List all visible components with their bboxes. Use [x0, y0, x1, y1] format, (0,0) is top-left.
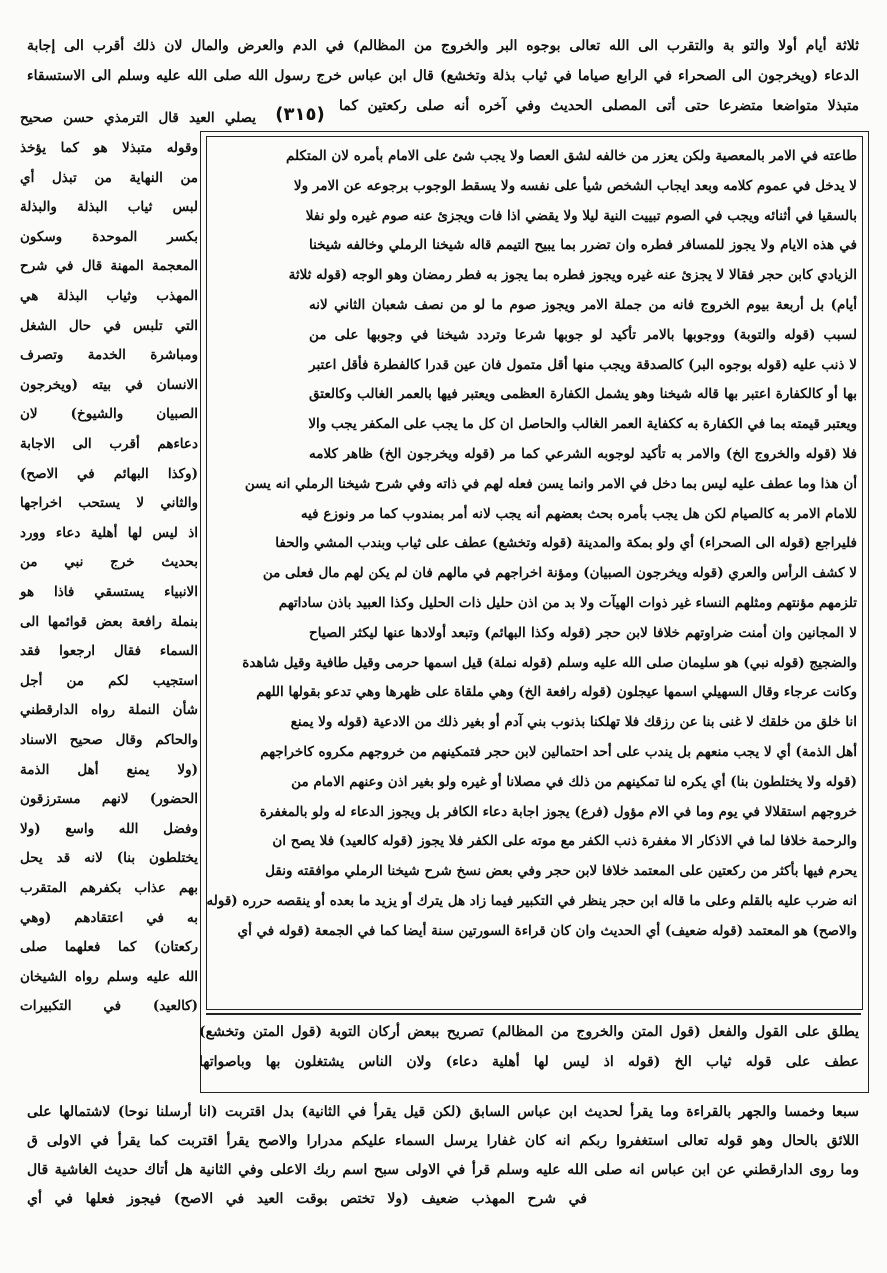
side-column-line: الله عليه وسلم رواه الشيخان — [20, 968, 198, 985]
side-column-line: الانسان في بيته (ويخرجون — [20, 376, 198, 393]
side-column-line: ركعتان) كما فعلهما صلى — [20, 939, 198, 956]
top-line: ثلاثة أيام أولا والتو بة والتقرب الى الله تعالى بوجوه البر والخروج من المظالم) في الدم والعرض والمال لان ذلك أقرب الى إجابة — [27, 38, 859, 54]
footer-divider — [206, 1013, 861, 1015]
main-commentary-line: لا يدخل في عموم كلامه وبعد ايجاب الشخص شيأ على نفسه ولا يسقط الوجوب برجوعه عن الامر ولا — [293, 177, 857, 194]
side-column-line: يختلطون بنا) لانه قد يحل — [20, 850, 198, 867]
side-column-line: دعاءهم أقرب الى الاجابة — [20, 436, 198, 452]
main-commentary-line: أيام) بل أربعة بيوم الخروج فانه من جملة الامر ويجوز صوم ما لو من نصف شعبان الثاني لانه — [309, 297, 857, 313]
side-column-line: السماء فقال ارجعوا فقد — [20, 643, 198, 660]
main-commentary-line: خروجهم استقلالا في يوم وما في الام مؤول (فرع) يجوز اجابة دعاء الكافر بل ويجوز الدعاء له ولو بالمغفرة — [259, 803, 857, 820]
side-column-line: بهم عذاب بكفرهم المتقرب — [20, 880, 198, 896]
main-commentary-line: وكانت عرجاء وقال السهيلي اسمها عيجلون (قوله رافعة الخ) وهي ملقاة على ظهرها وهي تدعو بقولها اللهم — [256, 684, 857, 701]
side-column-line: استجيب لكم من أجل — [20, 672, 198, 689]
side-column-line: الانبياء يستسقي فاذا هو — [20, 584, 198, 600]
side-column-line: لبس ثياب البذلة والبذلة — [20, 199, 198, 216]
main-commentary-line: والاصح) هو المعتمد (قوله ضعيف) أي الحديث وان كان قراءة السورتين سنة أيضا كما في الجمعة (قوله في أي — [237, 922, 857, 939]
main-commentary-line: أن هذا وما عطف عليه ليس بما دخل في الامر وانما يسن فعله لهم في ذاته وفي شرح شيخنا الرملي انه يسن — [244, 475, 857, 492]
side-column-line: بحديث خرج نبي من — [20, 554, 198, 571]
bottom-line: في شرح المهذب ضعيف (ولا تختص بوقت العيد في الاصح) فيجوز فعلها في أي — [27, 1191, 587, 1207]
main-commentary-line: بها أو كالكفارة اعتبر بها قاله شيخنا وهو يشمل الكفارة العظمى ويعتبر فيها بالعمر الغالب وكالعتق — [309, 386, 857, 403]
side-column-line: الصبيان والشيوخ) لان — [20, 406, 198, 423]
side-column-line: والحاكم وقال صحيح الاسناد — [20, 732, 198, 748]
side-column-line: التي تلبس في حال الشغل — [20, 317, 198, 334]
side-column-line: شأن النملة رواه الدارقطني — [20, 702, 198, 719]
main-commentary-line: فلا (قوله والخروج الخ) والامر به تأكيد لوجوبه الشرعي كما مر (قوله ويخرجون الخ) ظاهر كلامه — [309, 446, 857, 462]
side-column-line: بكسر الموحدة وسكون — [20, 228, 198, 245]
main-commentary-line: بالسقيا في أثنائه ويجب في الصوم تبييت النية ليلا ولا يقضي اذا فات ويجزئ عنه صوم غيره ولو نفلا — [305, 207, 857, 224]
side-column-line: اذ ليس لها أهلية دعاء وورد — [20, 524, 198, 541]
side-column-line: من النهاية من تبذل أي — [20, 169, 198, 186]
main-commentary-line: في هذه الايام ولا يجوز للمسافر فطره وان تضرر بما يبيح التيمم قاله شيخنا الرملي وخالفه شيخنا — [309, 237, 857, 254]
box-footer-line: يطلق على القول والفعل (قول المتن والخروج من المظالم) تصريح ببعض أركان التوبة (قول المتن وتخشع) — [199, 1024, 859, 1040]
main-commentary-line: انه ضرب عليه بالقلم وعلى ما قاله ابن حجر ينظر في التكبير فيما زاد هل يترك أو يزيد ما بعده أو ينقصه حرره (قوله — [206, 893, 857, 909]
top-line-tail: يصلي العيد قال الترمذي حسن صحيح — [20, 110, 256, 126]
side-column-line: وقوله متبذلا هو كما يؤخذ — [20, 140, 198, 156]
main-commentary-line: لا المجانين وان أمنت ضراوتهم خلافا لابن حجر (قوله وكذا البهائم) وتبعد أولادها عنها ليكثر الصياح — [309, 624, 857, 641]
page-number: (٣١٥) — [275, 104, 325, 125]
side-column-line: بنملة رافعة بعض قوائمها الى — [20, 613, 198, 630]
main-commentary-line: (قوله ولا يختلطون بنا) أي يكره لنا تمكينهم من ذلك في مصلانا أو غيره ولو بغير اذن وعنهم الامام من — [291, 773, 857, 790]
top-line: الدعاء (ويخرجون الى الصحراء في الرابع صياما في ثياب بذلة وتخشع) قال ابن عباس خرج رسول الله صلى الله عليه وسلم الى الاستسقاء — [27, 68, 859, 84]
side-column-line: وفضل الله واسع (ولا — [20, 820, 198, 837]
main-commentary-line: لا كشف الرأس والعري (قوله ويخرجون الصبيان) ومؤنة اخراجهم في مالهم فان لم يكن لهم مال فعلى من — [262, 565, 857, 582]
side-column-line: ومباشرة الخدمة وتصرف — [20, 347, 198, 364]
top-line: متبذلا متواضعا متضرعا حتى أتى المصلى الحديث وفي آخره أنه صلى ركعتين كما — [339, 98, 859, 114]
bottom-line: سبعا وخمسا والجهر بالقراءة وما يقرأ لحديث ابن عباس السابق (لكن قيل يقرأ في الثانية) بدل اقتربت (انا أرسلنا نوحا) لاشتمالها على — [27, 1104, 859, 1120]
main-commentary-line: أهل الذمة) أي لا يجب منعهم بل يندب على أحد احتمالين لابن حجر فتمكينهم من خروجهم مكروه كاخراجهم — [260, 744, 857, 760]
side-column-line: (ولا يمنع أهل الذمة — [20, 761, 198, 778]
main-commentary-line: لسبب (قوله والتوبة) ووجوبها بالامر تأكيد لو جوبها شرعا وتردد شيخنا في وجوبها على من — [309, 326, 857, 343]
main-commentary-line: يحرم فيها بأكثر من ركعتين على المعتمد خلافا لابن حجر وفي بعض نسخ شرح شيخنا الرملي موافقته ونقل — [265, 863, 857, 880]
box-footer-line: عطف على قوله ثياب الخ (قوله اذ ليس لها أهلية دعاء) ولان الناس يشتغلون بها وباصواتها — [199, 1054, 859, 1070]
main-commentary-line: الزيادي كابن حجر فقالا لا يجزئ عنه غيره ويجوز فطره بما يجوز به فطر رمضان وهو الوجه (قوله ثلاثة — [288, 267, 857, 284]
bottom-line: وما روى الدارقطني عن ابن عباس انه صلى الله عليه وسلم قرأ في الاولى سبح اسم ربك الاعلى وفي الثانية هل أتاك حديث الغاشية قال — [27, 1162, 859, 1178]
main-commentary-line: والضجيج (قوله نبي) هو سليمان صلى الله عليه وسلم (قوله نملة) قيل اسمها حرمى وقيل طافية وقيل شاهدة — [242, 654, 857, 671]
main-commentary-line: طاعته في الامر بالمعصية ولكن يعزر من خالفه لشق العصا ولا يجب شئ على الامام بأمره لان المتكلم — [286, 148, 857, 164]
main-commentary-line: انا خلق من خلقك لا غنى بنا عن رزقك فلا تهلكنا بذنوب بني آدم أو بغير ذلك من الادعية (قوله ولا يمنع — [290, 714, 857, 731]
side-column-line: والثاني لا يستحب اخراجها — [20, 495, 198, 512]
side-column-line: (وكذا البهائم في الاصح) — [20, 465, 198, 482]
bottom-line: اللائق بالحال وهو قوله تعالى استغفروا ربكم انه كان غفارا يرسل السماء عليكم مدرارا والاصح يقرأ اقتربت كما يقرأ في الاولى ق — [27, 1133, 859, 1149]
side-column-line: المعجمة المهنة قال في شرح — [20, 258, 198, 275]
side-column-line: به في اعتقادهم (وهي — [20, 909, 198, 926]
main-commentary-line: لا ذنب عليه (قوله بوجوه البر) كالصدقة ويجب منها أقل متمول فان عين قدرا كالفطرة فأقل اعتبر — [309, 356, 857, 373]
main-commentary-line: تلزمهم مؤنتهم ومثلهم النساء غير ذوات الهيآت ولا بد من اذن حليل ذات الحليل وكذا العبيد باذن ساداتهم — [278, 595, 857, 611]
main-commentary-line: للامام الامر به كالصيام لكن هل يجب بأمره بحث بعضهم أنه يجب لانه أمر بمندوب كما مر ونوزع فيه — [300, 505, 857, 522]
main-commentary-line: والرحمة خلافا لما في الاذكار الا مغفرة ذنب الكفر مع موته على الكفر فلا يجوز (قوله كالعيد) فلا يصح ان — [272, 833, 857, 850]
side-column-line: الحضور) لانهم مسترزقون — [20, 791, 198, 808]
side-column-line: المهذب وثياب البذلة هي — [20, 288, 198, 304]
side-column-line: (كالعيد) في التكبيرات — [20, 998, 198, 1015]
main-commentary-line: فليراجع (قوله الى الصحراء) أي ولو بمكة والمدينة (قوله وتخشع) عطف على ثياب وبندب المشي والحفا — [275, 535, 857, 552]
main-commentary-line: ويعتبر قيمته بما في الكفارة به ككفاية العمر الغالب والحاصل ان كل ما يجب على المكفر يجب والا — [308, 416, 857, 433]
